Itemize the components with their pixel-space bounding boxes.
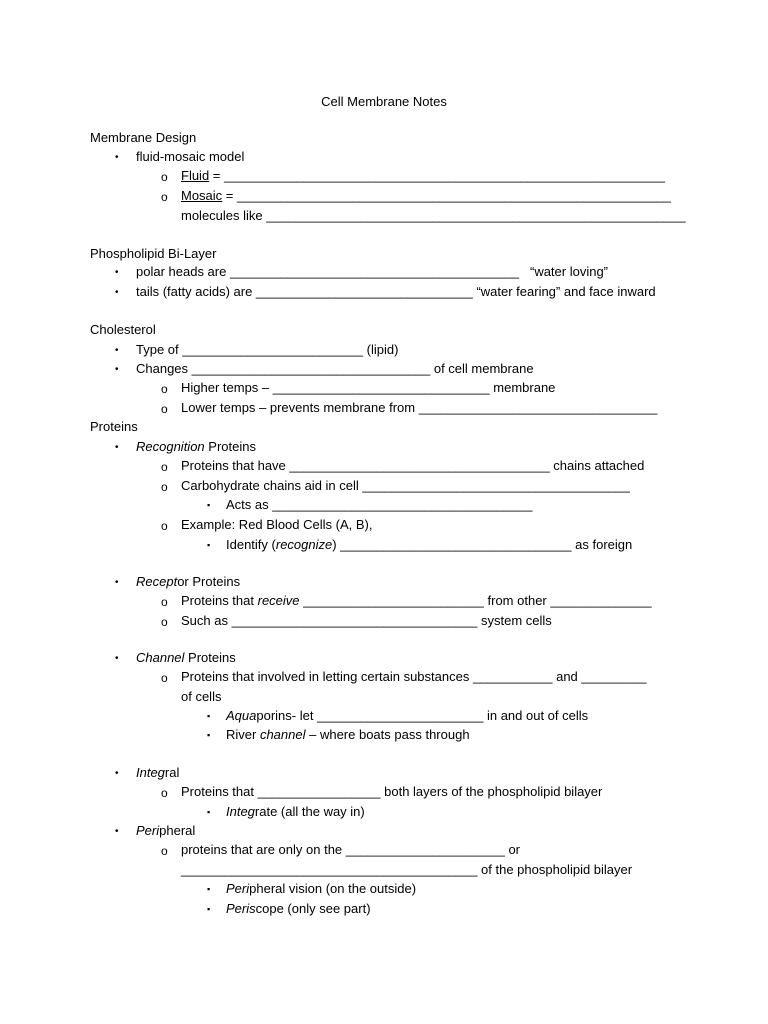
fluid-label: Fluid (181, 168, 210, 183)
bullet-icon: o (161, 615, 168, 629)
integral-item (136, 765, 179, 781)
bullet-icon: • (115, 345, 119, 356)
channel-proteins (136, 650, 236, 666)
receptor-proteins (136, 574, 240, 590)
heading-proteins: Proteins (90, 419, 138, 434)
int-that-line: Proteins that _________________ both layers of the phospholipid bilayer (181, 784, 603, 799)
ch-of-cells-line: of cells (181, 689, 222, 704)
type-of-line: Type of _________________________ (lipid) (136, 342, 399, 357)
peripheral-rest: pheral (159, 823, 196, 838)
bullet-icon: • (115, 442, 119, 453)
rec-acts-line: Acts as ____________________________________ (226, 497, 533, 512)
river-end: – where boats pass through (305, 727, 470, 742)
bullet-icon: o (161, 460, 168, 474)
identify-start: Identify ( (226, 537, 276, 552)
rcp-that-italic: receive (257, 593, 300, 608)
bullet-icon: o (161, 595, 168, 609)
aqua-italic: Aqua (226, 708, 257, 723)
bullet-icon: o (161, 190, 168, 204)
bullet-icon: ▪ (207, 904, 211, 914)
bullet-icon: o (161, 170, 168, 184)
channel-italic: Channel (136, 650, 185, 665)
receptor-italic: Recept (136, 574, 178, 589)
bullet-icon: ▪ (207, 807, 211, 817)
rcp-that-end: _________________________ from other ______________ (299, 593, 652, 608)
recognition-rest: Proteins (204, 439, 256, 454)
receptor-rest: or Proteins (177, 574, 241, 589)
bullet-icon: • (115, 267, 119, 278)
bullet-icon: • (115, 653, 119, 664)
bullet-icon: • (115, 826, 119, 837)
fluid-line (181, 168, 665, 184)
bullet-icon: ▪ (207, 540, 211, 550)
identify-end: ) ________________________________ as foreign (332, 537, 633, 552)
bullet-icon: ▪ (207, 500, 211, 510)
rec-have-line: Proteins that have ____________________________________ chains attached (181, 458, 645, 473)
per-only-line: proteins that are only on the ______________________ or (181, 842, 521, 857)
ch-river-line (226, 727, 470, 743)
tails-line: tails (fatty acids) are ______________________________ “water fearing” and face inward (136, 284, 656, 299)
periscope-italic: Peris (226, 901, 256, 916)
molecules-like-line: molecules like __________________________________________________________ (181, 208, 686, 223)
peripheral-italic: Peri (136, 823, 160, 838)
bullet-icon: • (115, 364, 119, 375)
integrate-italic: Integ (226, 804, 255, 819)
peri-vision-italic: Peri (226, 881, 250, 896)
river-start: River (226, 727, 260, 742)
bullet-icon: o (161, 844, 168, 858)
changes-line: Changes _________________________________ of cell membrane (136, 361, 534, 376)
peri-vision-rest: pheral vision (on the outside) (249, 881, 417, 896)
rcp-that-line (181, 593, 652, 609)
bullet-icon: o (161, 382, 168, 396)
bullet-icon: o (161, 402, 168, 416)
int-grate-line (226, 804, 365, 820)
recognition-italic: Recognition (136, 439, 205, 454)
mosaic-label: Mosaic (181, 188, 223, 203)
mosaic-line (181, 188, 671, 204)
ch-involved-line: Proteins that involved in letting certain substances ___________ and _________ (181, 669, 647, 684)
polar-heads-line: polar heads are ________________________________________ “water loving” (136, 264, 609, 279)
bullet-icon: • (115, 287, 119, 298)
integral-rest: ral (164, 765, 180, 780)
fluid-blank: = _____________________________________________________________ (209, 168, 666, 183)
bullet-icon: ▪ (207, 711, 211, 721)
rec-identify-line (226, 537, 632, 553)
bullet-icon: o (161, 671, 168, 685)
heading-membrane-design: Membrane Design (90, 130, 197, 145)
bullet-icon: • (115, 768, 119, 779)
lower-temps-line: Lower temps – prevents membrane from _________________________________ (181, 400, 658, 415)
rcp-that-start: Proteins that (181, 593, 258, 608)
bullet-icon: o (161, 480, 168, 494)
heading-cholesterol: Cholesterol (90, 322, 156, 337)
fluid-mosaic-item: fluid-mosaic model (136, 149, 245, 164)
integral-italic: Integ (136, 765, 165, 780)
aqua-rest: porins- let _______________________ in and out of cells (256, 708, 589, 723)
rcp-such-line: Such as __________________________________ system cells (181, 613, 552, 628)
mosaic-blank: = ____________________________________________________________ (222, 188, 671, 203)
per-vision-line (226, 881, 416, 897)
bullet-icon: o (161, 519, 168, 533)
heading-phospholipid: Phospholipid Bi-Layer (90, 246, 217, 261)
periscope-rest: cope (only see part) (255, 901, 371, 916)
bullet-icon: • (115, 152, 119, 163)
identify-italic: recognize (275, 537, 333, 552)
bullet-icon: ▪ (207, 884, 211, 894)
bullet-icon: • (115, 577, 119, 588)
bullet-icon: o (161, 786, 168, 800)
peripheral-item (136, 823, 195, 839)
bullet-icon: ▪ (207, 730, 211, 740)
higher-temps-line: Higher temps – ______________________________ membrane (181, 380, 556, 395)
recognition-proteins (136, 439, 256, 455)
per-of-line: _________________________________________ of the phospholipid bilayer (181, 862, 633, 877)
rec-aid-line: Carbohydrate chains aid in cell _____________________________________ (181, 478, 630, 493)
rec-example-line: Example: Red Blood Cells (A, B), (181, 517, 373, 532)
page-title: Cell Membrane Notes (321, 94, 447, 109)
per-scope-line (226, 901, 371, 917)
channel-rest: Proteins (184, 650, 236, 665)
integrate-rest: rate (all the way in) (254, 804, 365, 819)
river-italic: channel (259, 727, 306, 742)
ch-aqua-line (226, 708, 588, 724)
